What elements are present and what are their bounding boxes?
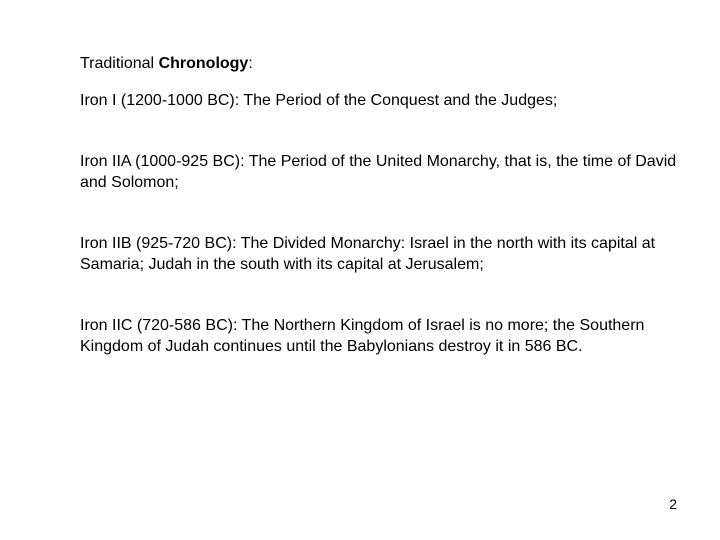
heading-prefix: Traditional bbox=[80, 55, 159, 72]
heading-bold-word: Chronology bbox=[158, 55, 249, 72]
paragraph-iron-i: Iron I (1200-1000 BC): The Period of the Conquest and the Judges; bbox=[80, 92, 558, 109]
slide-content bbox=[80, 53, 680, 357]
paragraph-iron-iic: Iron IIC (720-586 BC): The Northern Kingdom of Israel is no more; the Southern Kingdom of Judah continues until the Babylonians destroy it in 586 BC. bbox=[80, 317, 645, 355]
slide-heading bbox=[80, 53, 680, 74]
heading-suffix: : bbox=[248, 55, 253, 72]
paragraph-iron-iib: Iron IIB (925-720 BC): The Divided Monarchy: Israel in the north with its capital at Samaria; Judah in the south with its capital at Jerusalem; bbox=[80, 235, 656, 273]
page-number: 2 bbox=[669, 496, 677, 512]
paragraph-iron-iia: Iron IIA (1000-925 BC): The Period of the United Monarchy, that is, the time of David and Solomon; bbox=[80, 153, 677, 191]
